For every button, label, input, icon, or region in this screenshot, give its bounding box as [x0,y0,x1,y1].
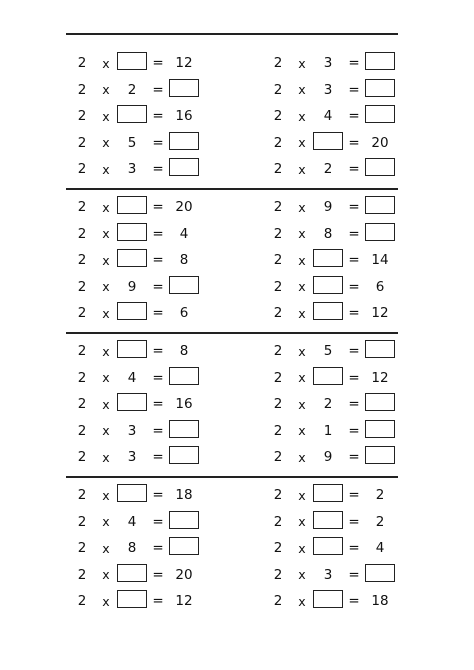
product-blank [168,276,200,298]
equals-sign: = [348,305,360,322]
answer-box[interactable] [117,302,147,320]
equals-sign: = [152,278,164,295]
multiplicand: 2 [77,566,87,583]
equals-sign: = [348,81,360,98]
multiply-sign: x [102,135,110,151]
multiplicand: 2 [273,513,283,530]
equals-sign: = [152,161,164,178]
equation-row [66,103,216,130]
problem-column-right [262,50,412,183]
equals-sign: = [348,134,360,151]
answer-box[interactable] [117,52,147,70]
divider-top [66,33,398,35]
equals-sign: = [152,422,164,439]
equation-row [262,247,412,274]
multiplier-blank [312,511,344,533]
multiplicand: 2 [77,108,87,125]
answer-box[interactable] [365,223,395,241]
multiply-sign: x [102,540,110,556]
multiplicand: 2 [273,278,283,295]
multiplicand: 2 [77,81,87,98]
multiply-sign: x [102,396,110,412]
multiplicand: 2 [77,593,87,610]
answer-box[interactable] [117,249,147,267]
multiplicand: 2 [77,513,87,530]
equation-row [66,338,216,365]
product-blank [364,105,396,127]
multiplicand: 2 [273,252,283,269]
multiply-sign: x [102,161,110,177]
product-blank [168,420,200,442]
answer-box[interactable] [313,249,343,267]
answer-box[interactable] [117,590,147,608]
equals-sign: = [152,487,164,504]
multiplier: 2 [323,396,333,413]
multiply-sign: x [298,108,306,124]
product: 12 [371,305,389,322]
multiplier-blank [116,484,148,506]
multiplier-blank [312,590,344,612]
equals-sign: = [348,278,360,295]
multiply-sign: x [298,82,306,98]
answer-box[interactable] [365,420,395,438]
answer-box[interactable] [117,484,147,502]
equals-sign: = [152,566,164,583]
multiplicand: 2 [77,305,87,322]
multiplier: 2 [127,81,137,98]
answer-box[interactable] [169,79,199,97]
multiply-sign: x [298,161,306,177]
problem-column-left [66,338,216,471]
multiplier-blank [312,132,344,154]
product-blank [364,393,396,415]
equals-sign: = [348,396,360,413]
product: 18 [175,487,193,504]
multiply-sign: x [298,540,306,556]
multiply-sign: x [102,370,110,386]
answer-box[interactable] [365,105,395,123]
equation-row [262,509,412,536]
answer-box[interactable] [169,537,199,555]
multiply-sign: x [102,423,110,439]
equation-row [262,156,412,183]
multiplier-blank [116,105,148,127]
product: 14 [371,252,389,269]
multiply-sign: x [298,567,306,583]
equation-row [262,194,412,221]
multiplicand: 2 [77,225,87,242]
problem-column-left [66,482,216,615]
answer-box[interactable] [117,105,147,123]
equation-row [262,274,412,301]
answer-box[interactable] [169,367,199,385]
product-blank [364,340,396,362]
multiply-sign: x [102,55,110,71]
multiplicand: 2 [77,540,87,557]
equals-sign: = [348,369,360,386]
multiplicand: 2 [273,369,283,386]
answer-box[interactable] [313,302,343,320]
equation-row [262,365,412,392]
equals-sign: = [152,199,164,216]
product-blank [168,367,200,389]
equation-row [66,130,216,157]
answer-box[interactable] [365,446,395,464]
equation-row [262,338,412,365]
multiplier: 3 [323,55,333,72]
product-blank [168,446,200,468]
equation-row [66,588,216,615]
answer-box[interactable] [169,420,199,438]
equation-row [66,221,216,248]
multiplicand: 2 [77,422,87,439]
multiply-sign: x [298,487,306,503]
multiplicand: 2 [273,81,283,98]
multiplier: 4 [127,369,137,386]
multiplier: 1 [323,422,333,439]
multiply-sign: x [298,343,306,359]
multiplier-blank [312,302,344,324]
multiplier-blank [116,564,148,586]
product: 2 [375,513,385,530]
answer-box[interactable] [169,446,199,464]
equals-sign: = [152,449,164,466]
multiplicand: 2 [77,55,87,72]
problem-column-left [66,50,216,183]
multiply-sign: x [102,514,110,530]
product: 16 [175,396,193,413]
multiplier-blank [116,590,148,612]
equation-row [262,535,412,562]
equation-row [262,77,412,104]
multiply-sign: x [298,226,306,242]
multiply-sign: x [298,449,306,465]
multiplier: 8 [323,225,333,242]
equation-row [262,562,412,589]
equals-sign: = [152,55,164,72]
equals-sign: = [348,199,360,216]
equals-sign: = [152,369,164,386]
multiply-sign: x [298,396,306,412]
product-blank [364,79,396,101]
multiplier: 3 [127,161,137,178]
multiply-sign: x [298,370,306,386]
multiply-sign: x [298,199,306,215]
equation-row [66,562,216,589]
problem-column-right [262,482,412,615]
equation-row [66,365,216,392]
equals-sign: = [152,593,164,610]
answer-box[interactable] [313,132,343,150]
multiplier: 9 [323,449,333,466]
equals-sign: = [152,134,164,151]
equation-row [262,50,412,77]
multiply-sign: x [298,279,306,295]
multiplicand: 2 [273,593,283,610]
multiplicand: 2 [273,225,283,242]
answer-box[interactable] [313,537,343,555]
multiplier-blank [116,249,148,271]
equation-row [262,588,412,615]
multiplier: 8 [127,540,137,557]
multiply-sign: x [102,593,110,609]
answer-box[interactable] [169,158,199,176]
multiplicand: 2 [273,449,283,466]
answer-box[interactable] [117,393,147,411]
multiplier-blank [312,537,344,559]
multiplier: 9 [127,278,137,295]
product: 16 [175,108,193,125]
equation-row [66,300,216,327]
equals-sign: = [348,422,360,439]
multiplier: 5 [323,343,333,360]
answer-box[interactable] [117,564,147,582]
answer-box[interactable] [313,590,343,608]
equation-row [66,391,216,418]
equation-row [66,247,216,274]
multiplier: 3 [323,81,333,98]
multiplicand: 2 [273,422,283,439]
product-blank [364,420,396,442]
product: 20 [175,566,193,583]
multiply-sign: x [298,305,306,321]
multiplicand: 2 [273,343,283,360]
equals-sign: = [152,343,164,360]
multiplicand: 2 [77,199,87,216]
multiplicand: 2 [273,108,283,125]
multiplicand: 2 [273,305,283,322]
answer-box[interactable] [365,158,395,176]
problem-column-left [66,194,216,327]
equation-row [262,130,412,157]
equation-row [66,418,216,445]
answer-box[interactable] [117,340,147,358]
equals-sign: = [348,593,360,610]
equation-row [262,482,412,509]
product-blank [364,158,396,180]
multiplicand: 2 [273,487,283,504]
answer-box[interactable] [365,52,395,70]
equals-sign: = [348,449,360,466]
equation-row [66,482,216,509]
multiply-sign: x [102,343,110,359]
multiplicand: 2 [77,369,87,386]
multiplicand: 2 [273,566,283,583]
equation-row [262,391,412,418]
equation-row [66,535,216,562]
multiply-sign: x [102,108,110,124]
product: 6 [179,305,189,322]
problem-section-4 [66,472,398,610]
multiplicand: 2 [273,55,283,72]
multiply-sign: x [102,199,110,215]
equation-row [66,274,216,301]
multiply-sign: x [102,567,110,583]
multiply-sign: x [298,55,306,71]
product: 20 [175,199,193,216]
product-blank [168,79,200,101]
equation-row [66,50,216,77]
equation-row [262,221,412,248]
multiplicand: 2 [77,487,87,504]
equals-sign: = [152,396,164,413]
equation-row [66,77,216,104]
answer-box[interactable] [365,340,395,358]
multiply-sign: x [102,487,110,503]
multiplicand: 2 [77,161,87,178]
problem-section-2 [66,184,398,322]
multiplier: 3 [127,449,137,466]
equation-row [262,103,412,130]
product-blank [168,511,200,533]
multiply-sign: x [102,449,110,465]
multiplicand: 2 [273,161,283,178]
multiplier-blank [312,484,344,506]
equation-row [262,444,412,471]
equals-sign: = [348,566,360,583]
equation-row [262,418,412,445]
product: 2 [375,487,385,504]
equals-sign: = [348,252,360,269]
answer-box[interactable] [313,484,343,502]
multiply-sign: x [298,423,306,439]
multiplicand: 2 [273,396,283,413]
equation-row [66,444,216,471]
multiply-sign: x [102,252,110,268]
product: 12 [371,369,389,386]
equation-row [66,509,216,536]
answer-box[interactable] [313,276,343,294]
multiply-sign: x [298,252,306,268]
product-blank [168,132,200,154]
multiplicand: 2 [273,540,283,557]
equals-sign: = [152,225,164,242]
multiplier-blank [312,367,344,389]
product: 12 [175,593,193,610]
multiplier: 3 [127,422,137,439]
multiply-sign: x [298,593,306,609]
equals-sign: = [152,305,164,322]
equation-row [66,156,216,183]
multiplier-blank [116,302,148,324]
equals-sign: = [348,55,360,72]
equals-sign: = [152,108,164,125]
multiplier: 3 [323,566,333,583]
answer-box[interactable] [365,79,395,97]
product-blank [364,223,396,245]
multiplier-blank [116,52,148,74]
equals-sign: = [348,161,360,178]
problem-section-3 [66,328,398,466]
product: 12 [175,55,193,72]
multiply-sign: x [102,279,110,295]
equals-sign: = [348,343,360,360]
product-blank [364,52,396,74]
equation-row [262,300,412,327]
product-blank [364,196,396,218]
multiplier-blank [116,223,148,245]
multiplicand: 2 [77,449,87,466]
answer-box[interactable] [169,511,199,529]
multiplicand: 2 [273,199,283,216]
equals-sign: = [348,108,360,125]
multiplicand: 2 [273,134,283,151]
equals-sign: = [348,487,360,504]
multiplicand: 2 [77,343,87,360]
multiplier-blank [312,276,344,298]
equals-sign: = [152,252,164,269]
product-blank [168,158,200,180]
product: 20 [371,134,389,151]
answer-box[interactable] [117,196,147,214]
multiplier-blank [116,340,148,362]
multiplicand: 2 [77,278,87,295]
product-blank [168,537,200,559]
answer-box[interactable] [313,367,343,385]
multiply-sign: x [102,305,110,321]
answer-box[interactable] [365,196,395,214]
product-blank [364,564,396,586]
answer-box[interactable] [169,276,199,294]
multiplier: 5 [127,134,137,151]
equals-sign: = [152,540,164,557]
answer-box[interactable] [365,393,395,411]
multiplicand: 2 [77,252,87,269]
equation-row [66,194,216,221]
equals-sign: = [152,513,164,530]
multiply-sign: x [102,82,110,98]
product: 4 [179,225,189,242]
answer-box[interactable] [365,564,395,582]
multiply-sign: x [298,514,306,530]
answer-box[interactable] [313,511,343,529]
multiplier-blank [116,393,148,415]
multiplicand: 2 [77,396,87,413]
multiply-sign: x [298,135,306,151]
multiplier-blank [312,249,344,271]
product: 18 [371,593,389,610]
multiplier: 9 [323,199,333,216]
product: 4 [375,540,385,557]
equals-sign: = [348,540,360,557]
multiplier: 2 [323,161,333,178]
answer-box[interactable] [169,132,199,150]
answer-box[interactable] [117,223,147,241]
problem-column-right [262,338,412,471]
product: 8 [179,343,189,360]
problem-section-1 [66,40,398,178]
equals-sign: = [152,81,164,98]
multiplier: 4 [127,513,137,530]
product: 8 [179,252,189,269]
equals-sign: = [348,513,360,530]
multiplicand: 2 [77,134,87,151]
problem-column-right [262,194,412,327]
multiplier-blank [116,196,148,218]
product: 6 [375,278,385,295]
multiplier: 4 [323,108,333,125]
equals-sign: = [348,225,360,242]
multiply-sign: x [102,226,110,242]
product-blank [364,446,396,468]
